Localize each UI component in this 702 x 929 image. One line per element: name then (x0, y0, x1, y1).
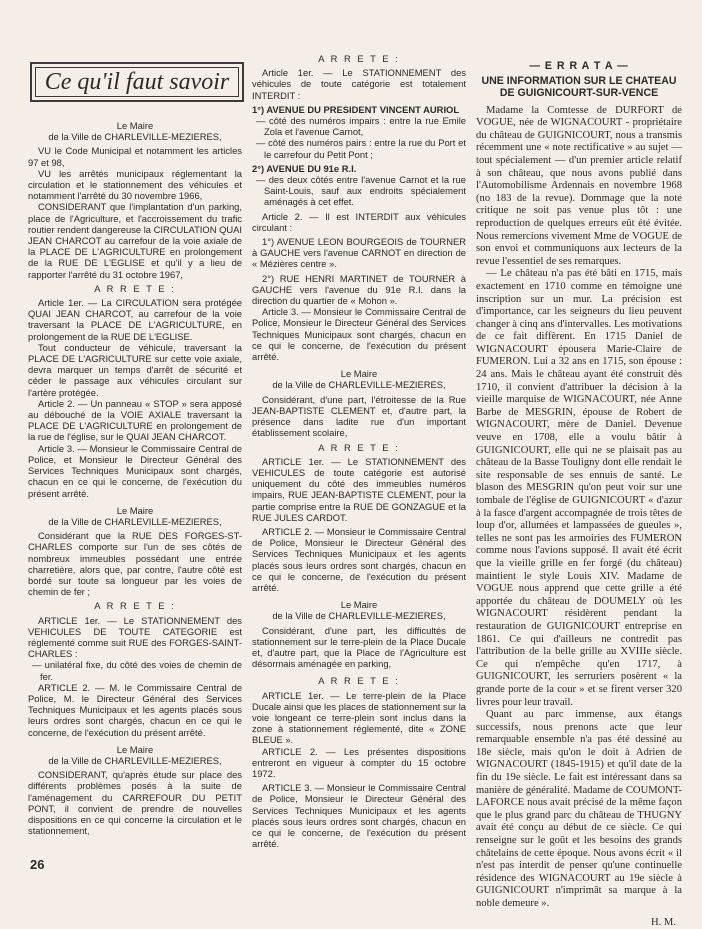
mayor-city-1: de la Ville de CHARLEVILLE-MEZIERES, (48, 131, 222, 143)
list-item: — des deux côtés entre l'avenue Carnot et la rue Saint-Louis, sauf aux endroits spécialement aménagés à cet effet. (256, 174, 466, 208)
mayor-city-3: de la Ville de CHARLEVILLE-MEZIERES, (48, 754, 222, 766)
mayor-city-4: de la Ville de CHARLEVILLE-MEZIERES, (272, 379, 446, 391)
article: ARTICLE 1er. — Le terre-plein de la Place Ducale ainsi que les places de stationnement sur la voie longeant ce terre-plein sont inclus dans la zone à stationnement réglementé, dite « ZONE BLEUE ». (252, 689, 466, 746)
mayor-heading-5: Le Maire (340, 599, 378, 611)
headline-line-1: UNE INFORMATION SUR LE CHATEAU (481, 74, 677, 87)
article: Article 1er. — La CIRCULATION sera protégée QUAI JEAN CHARCOT, au carrefour de la voie traversant la PLACE DE L'AGRICULTURE, en prolongement de la RUE DE L'EGLISE. (28, 297, 242, 342)
arrete-heading: A R R E T E : (94, 282, 176, 294)
article: ARTICLE 1er. — Le STATIONNEMENT des VEHICULES de toute catégorie est autorisé uniquement du côté des immeubles numéros impairs, RUE JEAN-BAPTISTE CLEMENT, pour la partie comprise entre la RUE DE GONZAGUE et la RUE JULES CARDOT. (252, 455, 466, 523)
paragraph: Considérant que la RUE DES FORGES-ST-CHARLES comporte sur l'un de ses côtés de nombreux immeubles possédant une entrée charretière, alors que, par contre, l'autre côté est bordé sur toute sa longueur par les voies de chemin de fer ; (28, 530, 242, 598)
mayor-heading-1: Le Maire (116, 120, 154, 131)
headline-line-2: DE GUIGNICOURT-SUR-VENCE (499, 86, 659, 99)
signature-initials: H. M. (650, 916, 676, 928)
article: ARTICLE 2. — Monsieur le Commissaire Central de Police, Monsieur le Directeur Général des Services Techniques Municipaux et les agents placés sous leurs ordres sont chargés, chacun en ce qui le concerne, de l'exécution du présent arrêté. (252, 525, 466, 593)
paragraph: CONSIDERANT, qu'après étude sur place des différents problèmes posés à la suite de l'aménagement du CARREFOUR DU PETIT PONT, il convient de prendre de nouvelles dispositions en ce qui concerne la circulation et le stationnement, (28, 769, 242, 837)
mayor-heading-4: Le Maire (340, 368, 378, 380)
article-headline (476, 75, 682, 99)
list-item: — unilatéral fixe, du côté des voies de chemin de fer. (32, 659, 242, 682)
mayor-heading-3: Le Maire (116, 743, 154, 755)
paragraph: 1°) AVENUE LEON BOURGEOIS de TOURNER à GAUCHE vers l'avenue CARNOT en direction de « Mézières centre ». (252, 236, 466, 270)
mayor-heading-2: Le Maire (116, 504, 154, 516)
box-title: Ce qu'il faut savoir (44, 68, 230, 95)
paragraph: Considérant, d'une part, l'étroitesse de la Rue JEAN-BAPTISTE CLEMENT et, d'autre part, la présence dans ladite rue d'un important établissement scolaire, (252, 393, 466, 439)
article: ARTICLE 3. — Monsieur le Commissaire Central de Police, Monsieur le Directeur Général des Services Techniques Municipaux et les agents placés sous leurs ordres sont chargés, chacun en ce qui le concerne, de l'exécution du présent arrêté. (252, 782, 466, 850)
mayor-city-5: de la Ville de CHARLEVILLE-MEZIERES, (272, 610, 446, 622)
paragraph: CONSIDERANT que l'implantation d'un parking, place de l'Agriculture, et l'accroissement du trafic routier rendent dangereuse la CIRCULATION QUAI JEAN CHARCOT au carrefour de la voie axiale de la PLACE DE L'AGRICULTURE en prolongement de la RUE DE L'EGLISE et qu'il y a lieu de rapporter l'arrêté du 31 octobre 1967, (28, 201, 242, 280)
article: ARTICLE 2. — M. le Commissaire Central de Police, M. le Directeur Général des Services Techniques Municipaux et les agents placés sous leurs ordres sont chargés, chacun en ce qui le concerne, de l'exécution du présent arrêté. (28, 681, 242, 738)
arrete-heading: A R R E T E : (94, 600, 176, 612)
column-1 (28, 120, 242, 836)
paragraph: 2°) RUE HENRI MARTINET de TOURNER à GAUCHE vers l'avenue du 91e R.I. dans la direction du quartier de « Mohon ». (252, 272, 466, 307)
paragraph: VU le Code Municipal et notamment les articles 97 et 98, (28, 145, 242, 168)
page-number: 26 (30, 857, 45, 872)
article: Article 1er. — Le STATIONNEMENT des véhicules de toute catégorie est totalement INTERDIT : (252, 67, 466, 101)
title-box (30, 62, 244, 102)
street-heading: 2°) AVENUE DU 91e R.I. (252, 162, 357, 174)
list-item: — côté des numéros impairs : entre la rue Emile Zola et l'avenue Carnot, (256, 115, 466, 138)
article: ARTICLE 2. — Les présentes dispositions entreront en vigueur à compter du 15 octobre 1972. (252, 745, 466, 779)
arrete-heading: A R R E T E : (318, 675, 400, 687)
arrete-heading: A R R E T E : (318, 441, 400, 453)
errata-heading: — E R R A T A — (529, 60, 629, 72)
paragraph: Tout conducteur de véhicule, traversant la PLACE DE L'AGRICULTURE sur cette voie axiale, devra marquer un temps d'arrêt de sécurité et céder le passage aux véhicules circulant sur l'artère protégée. (28, 341, 242, 398)
article: Article 2. — Un panneau « STOP » sera apposé au débouché de la VOIE AXIALE traversant la PLACE DE L'AGRICULTURE en prolongement de la rue de l'église, sur le QUAI JEAN CHARCOT. (28, 397, 242, 443)
column-2 (252, 50, 466, 849)
column-3 (476, 60, 682, 929)
paragraph: Quant au parc immense, aux étangs successifs, nous prenons acte que leur remarquable ensemble n'a pas été dessiné au 18e siècle, mais qu'on le doit à Adrien de WIGNACOURT (1845-1915) et qu'il date de la fin du 19e siècle. Le fait est intéressant dans sa manière de généralité. Madame de COUMONT-LAFORCE nous avait précisé de la même façon que le plus grand parc du château de THUGNY avait été conçu au début de ce siècle. Ce qui renseigne sur le goût et les besoins des grands châtelains de cette époque. Nous avons écrit « il n'est pas interdit de penser qu'une continuelle résidence des WIGNACOURT au 19e siècle à GUIGNICOURT n'imprimât sa marque à la noble demeure ». (476, 709, 682, 909)
street-heading: 1°) AVENUE DU PRESIDENT VINCENT AURIOL (252, 103, 460, 115)
article: Article 2. — Il est INTERDIT aux véhicules circulant : (252, 210, 466, 233)
mayor-city-2: de la Ville de CHARLEVILLE-MEZIERES, (48, 515, 222, 527)
paragraph: Madame la Comtesse de DURFORT de VOGUE, née de WIGNACOURT - propriétaire du château de GUIGNICOURT, nous a transmis récemment une « note rectificative » au sujet — tout spécialement — d'un premier article relatif à son château, que nous avons publié dans l'Automobilisme Ardennais en novembre 1968 (no 183 de la revue). Dommage que la note critique ne soit pas venue plus tôt : une reproduction de quelques erreurs eût été évitée. Nous remercions vivement Mme de VOGUE de son envoi et communiquons aux lecteurs de la revue l'essentiel de ses remarques. (476, 104, 682, 267)
article: Article 3. — Monsieur le Commissaire Central de Police, Monsieur le Directeur Général des Services Techniques Municipaux sont chargés, chacun en ce qui le concerne, de l'exécution du présent arrêté. (252, 306, 466, 363)
article: Article 3. — Monsieur le Commissaire Central de Police, et Monsieur le Directeur Général des Services Techniques Municipaux sont chargés, chacun en ce qui le concerne, de l'exécution du présent arrêté. (28, 442, 242, 499)
paragraph: Considérant, d'une part, les difficultés de stationnement sur le terre-plein de la Place Ducale et, d'autre part, que la Place de l'Agriculture est désormais aménagée en parking, (252, 624, 466, 670)
list-item: — côté des numéros pairs : entre la rue du Port et le carrefour du Petit Pont ; (256, 137, 466, 160)
paragraph: VU les arrêtés municipaux réglementant la circulation et le stationnement des véhicules et notamment l'arrêté du 30 novembre 1966, (28, 167, 242, 202)
arrete-heading: A R R E T E : (318, 53, 400, 64)
article: ARTICLE 1er. — Le STATIONNEMENT des VEHICULES DE TOUTE CATEGORIE est réglementé comme suit RUE des FORGES-SAINT-CHARLES : (28, 614, 242, 660)
paragraph: — Le château n'a pas été bâti en 1715, mais exactement en 1710 comme en témoigne une inscription sur un mur. La précision est d'importance, car les seigneurs du lieu peuvent changer à cinq ans d'intervalles. Les motivations de ce fait diffèrent. En 1715 Daniel de WIGNACOURT épousera Marie-Claire de FUMERON. Lui a 32 ans en 1715, son épouse : 24 ans. Mais le château ayant été construit dès 1710, il convient d'attribuer la décision à la vieille marquise de WIGNACOURT, née Anne Barbe de MESGRIN, épouse de Robert de WIGNACOURT, mère de Daniel. Devenue veuve en 1708, elle a voulu bâtir à GUIGNICOURT, elle qui ne se plaisait pas au château de la Basse Touligny dont elle rendait le site responsable de ses ennuis de santé. Le blason des MESGRIN qu'on peut voir sur une tombale de l'église de GUIGNICOURT « d'azur à la fasce d'argent accompagnée de trois têtes de loup d'or, allumées et lampassées de gueules », telles ne sont pas les armoiries des FUMERON comme nous l'avions supposé. Il avait été écrit que la vieille grille en fer forgé (du château) maintient le style Louis XIV. Madame de VOGUE nous apprend que cette grille a été apportée du château de DOUMELY où les WIGNACOURT résidèrent pendant la restauration de GUIGNICOURT entreprise en 1861. Ce qui d'ailleurs ne contredit pas l'attribution de la belle grille au XVIIIe siècle. Ce qui n'empêche qu'en 1717, à GUIGNICOURT, les serruriers posèrent « la grande porte de la cour » et se firent verser 320 livres pour leur travail. (476, 268, 682, 708)
